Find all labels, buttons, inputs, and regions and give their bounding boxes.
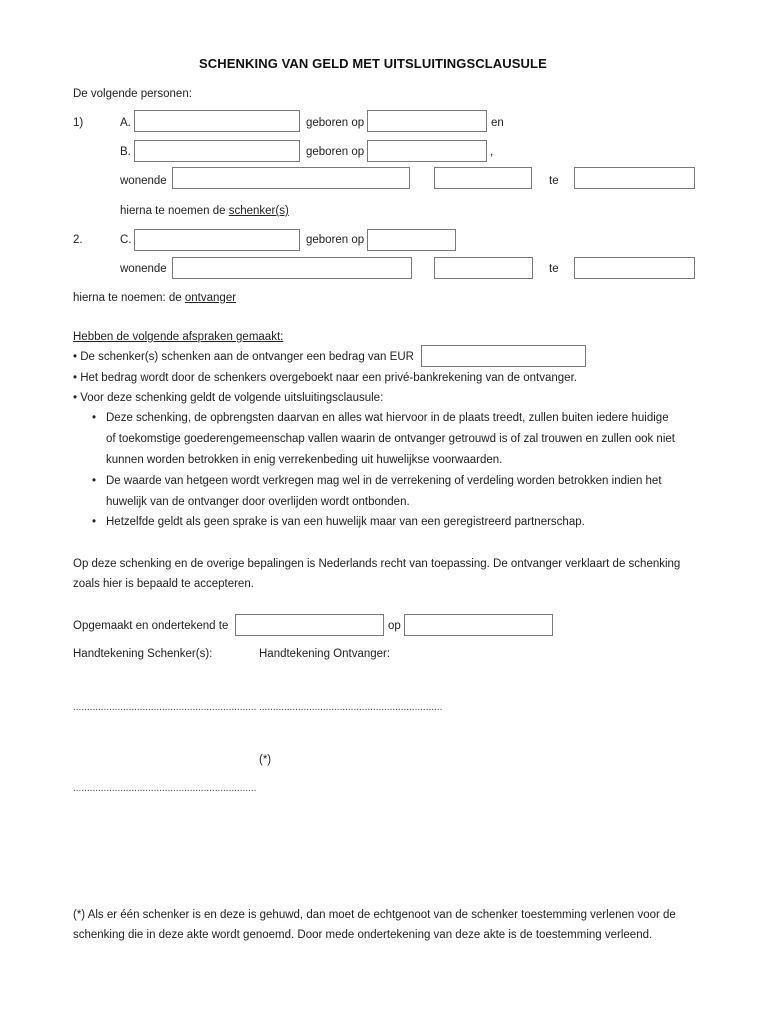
- signature-ontvanger-label: Handtekening Ontvanger:: [259, 648, 391, 660]
- bullet-uitsluitingsclausule: • Voor deze schenking geldt de volgende uitsluitingsclausule:: [73, 392, 384, 404]
- person-c-born-label: geboren op: [306, 234, 365, 246]
- section-1-number: 1): [73, 117, 84, 129]
- sub-bullet-2-line-1: De waarde van hetgeen wordt verkregen mag wel in de verrekening of verdeling worden betrokken indien het: [106, 475, 662, 487]
- schenker-address-field[interactable]: [172, 167, 410, 189]
- sub-bullet-2-line-2: huwelijk van de ontvanger door overlijden wordt ontbonden.: [106, 496, 410, 508]
- ontvanger-postcode-field[interactable]: [434, 257, 533, 279]
- person-a-born-label: geboren op: [306, 117, 365, 129]
- amount-eur-field[interactable]: [421, 345, 586, 367]
- ontvanger-term: ontvanger: [184, 292, 237, 304]
- document-title: SCHENKING VAN GELD MET UITSLUITINGSCLAUSULE: [199, 56, 547, 71]
- sub-bullet-marker-1: •: [92, 412, 97, 424]
- person-b-label: B.: [120, 146, 131, 158]
- signing-date-field[interactable]: [404, 614, 553, 636]
- opgemaakt-label: Opgemaakt en ondertekend te: [73, 620, 229, 632]
- person-a-birthdate-field[interactable]: [367, 110, 487, 132]
- signature-line-schenker-2: ..................................................................: [73, 783, 257, 794]
- sub-bullet-1-line-3: kunnen worden betrokken in enig verrekenbeding uit huwelijkse voorwaarden.: [106, 454, 503, 466]
- person-c-name-field[interactable]: [134, 229, 300, 251]
- schenker-designation: hierna te noemen de schenker(s): [120, 205, 289, 217]
- signature-line-schenker-1: ..................................................................: [73, 702, 257, 713]
- signature-line-ontvanger: ..................................................................: [259, 702, 443, 713]
- comma-separator: ,: [490, 146, 494, 158]
- bullet-bedrag: • De schenker(s) schenken aan de ontvanger een bedrag van EUR: [73, 351, 414, 363]
- intro-text: De volgende personen:: [73, 88, 192, 100]
- conjunction-en: en: [491, 117, 504, 129]
- person-a-label: A.: [120, 117, 131, 129]
- ontvanger-wonende-label: wonende: [120, 263, 167, 275]
- person-a-name-field[interactable]: [134, 110, 300, 132]
- ontvanger-city-field[interactable]: [574, 257, 695, 279]
- ontvanger-address-field[interactable]: [172, 257, 412, 279]
- sub-bullet-marker-2: •: [92, 475, 97, 487]
- schenker-wonende-label: wonende: [120, 175, 167, 187]
- sub-bullet-marker-3: •: [92, 516, 97, 528]
- bullet-overboeking: • Het bedrag wordt door de schenkers overgeboekt naar een privé-bankrekening van de ontvanger.: [73, 372, 577, 384]
- sub-bullet-1-line-1: Deze schenking, de opbrengsten daarvan en alles wat hiervoor in de plaats treedt, zullen buiten iedere huidige: [106, 412, 669, 424]
- signing-place-field[interactable]: [235, 614, 384, 636]
- schenker-city-field[interactable]: [574, 167, 695, 189]
- ontvanger-designation: hierna te noemen: de ontvanger: [73, 292, 237, 304]
- section-2-number: 2.: [73, 234, 83, 246]
- op-label: op: [388, 620, 401, 632]
- sub-bullet-1-line-2: of toekomstige goederengemeenschap vallen waarin de ontvanger getrouwd is of zal trouwen en zullen ook niet: [106, 433, 675, 445]
- schenker-term: schenker(s): [228, 205, 289, 217]
- sub-bullet-3-line-1: Hetzelfde geldt als geen sprake is van een huwelijk maar van een geregistreerd partnerschap.: [106, 516, 585, 528]
- person-b-birthdate-field[interactable]: [367, 140, 487, 162]
- schenker-postcode-field[interactable]: [434, 167, 532, 189]
- footnote-line-2: schenking die in deze akte wordt genoemd. Door mede ondertekening van deze akte is de toestemming verleend.: [73, 929, 653, 941]
- afspraken-heading: Hebben de volgende afspraken gemaakt:: [73, 331, 284, 343]
- person-b-born-label: geboren op: [306, 146, 365, 158]
- spouse-asterisk-marker: (*): [259, 754, 272, 766]
- law-line-1: Op deze schenking en de overige bepalingen is Nederlands recht van toepassing. De ontvanger verklaart de schenking: [73, 558, 681, 570]
- person-c-birthdate-field[interactable]: [367, 229, 456, 251]
- person-b-name-field[interactable]: [134, 140, 300, 162]
- person-c-label: C.: [120, 234, 132, 246]
- law-line-2: zoals hier is bepaald te accepteren.: [73, 578, 254, 590]
- signature-schenker-label: Handtekening Schenker(s):: [73, 648, 213, 660]
- ontvanger-te-label: te: [549, 263, 559, 275]
- schenker-te-label: te: [549, 175, 559, 187]
- footnote-line-1: (*) Als er één schenker is en deze is gehuwd, dan moet de echtgenoot van de schenker toestemming verlenen voor de: [73, 909, 676, 921]
